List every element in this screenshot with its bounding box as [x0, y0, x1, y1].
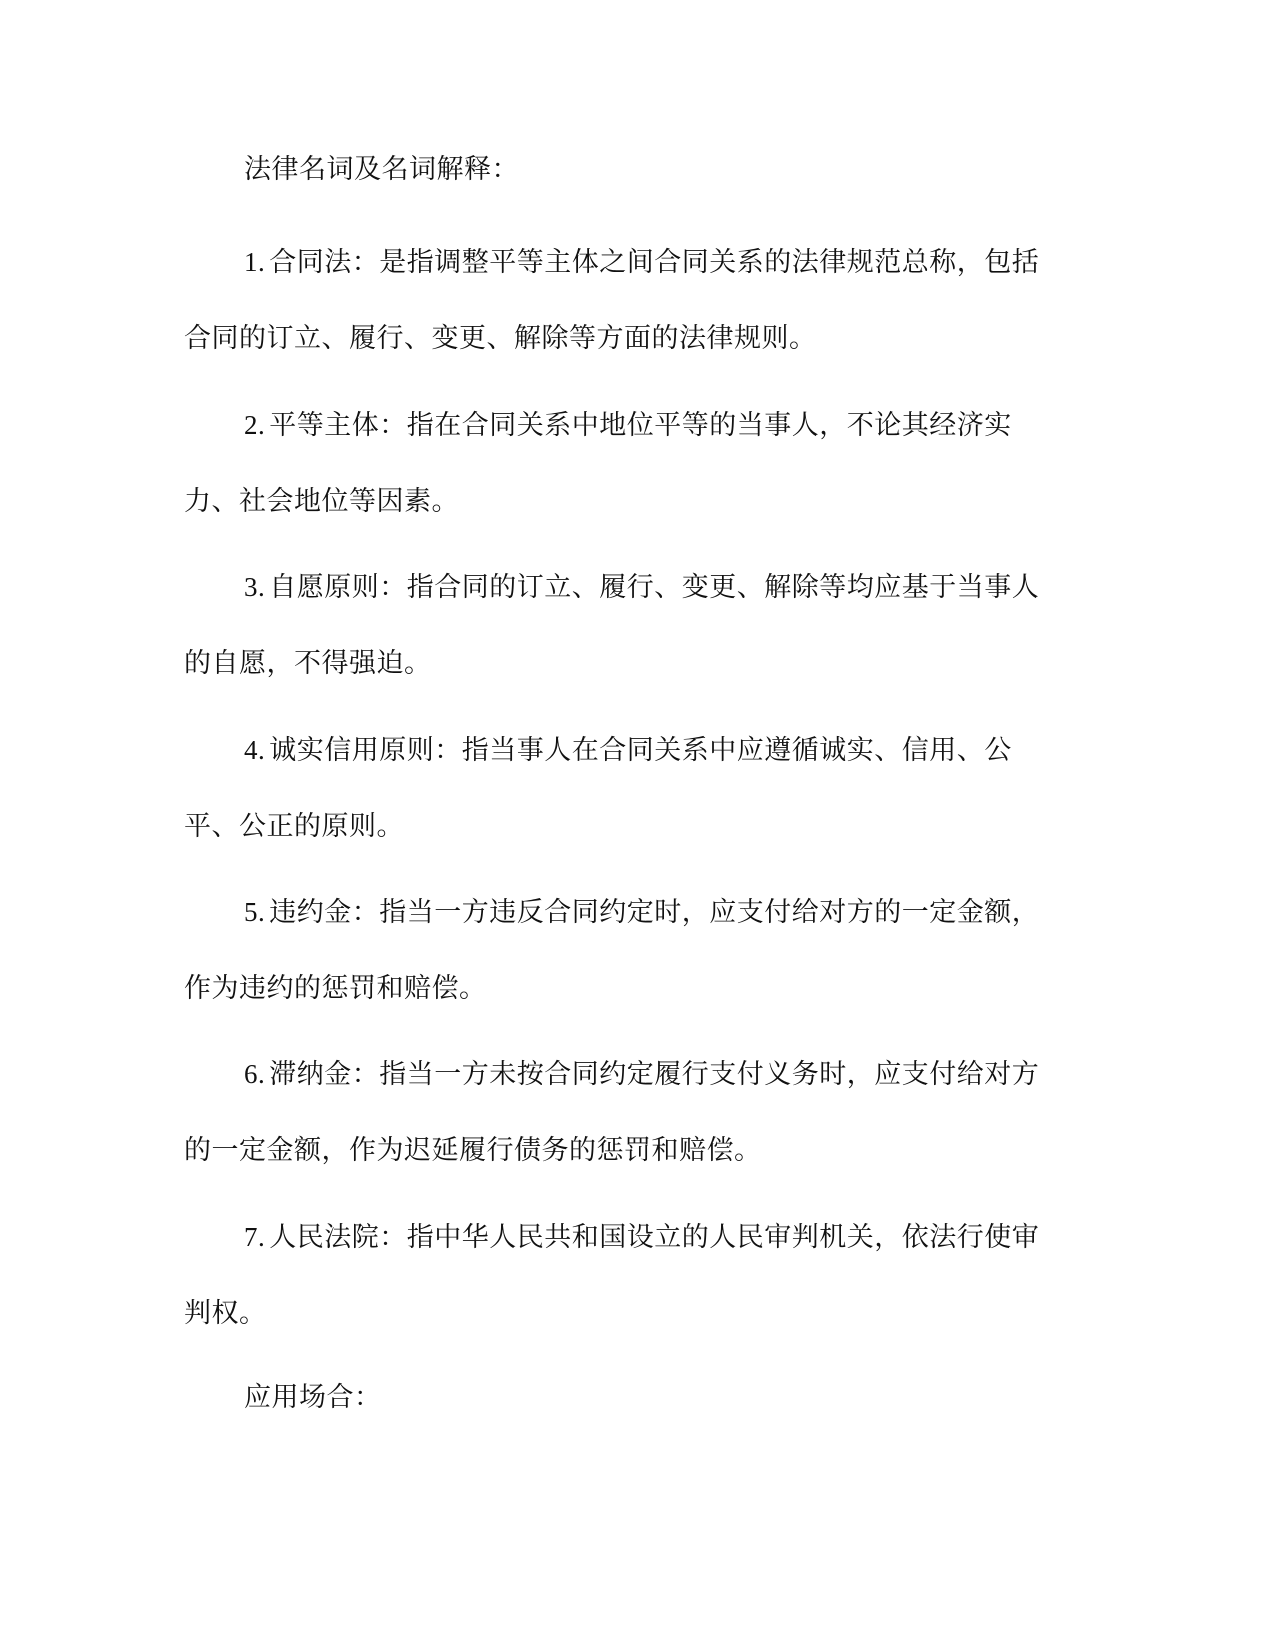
list-item-7 — [184, 1199, 1064, 1352]
item-number: 6. — [244, 1059, 266, 1089]
list-item-1 — [184, 224, 1064, 377]
item-text: 诚实信用原则：指当事人在合同关系中应遵循诚实、信用、公平、公正的原则。 — [184, 735, 1012, 842]
section-heading-terms: 法律名词及名词解释： — [244, 154, 519, 185]
section-heading-usage: 应用场合： — [244, 1382, 382, 1413]
item-text: 合同法：是指调整平等主体之间合同关系的法律规范总称，包括合同的订立、履行、变更、解除等方面的法律规则。 — [184, 247, 1040, 354]
item-text: 自愿原则：指合同的订立、履行、变更、解除等均应基于当事人的自愿，不得强迫。 — [184, 572, 1040, 679]
item-number: 3. — [244, 572, 266, 602]
list-item-2 — [184, 387, 1064, 540]
list-item-5 — [184, 874, 1064, 1027]
list-item-3 — [184, 549, 1064, 702]
item-text: 违约金：指当一方违反合同约定时，应支付给对方的一定金额，作为违约的惩罚和赔偿。 — [184, 897, 1040, 1004]
item-number: 7. — [244, 1222, 266, 1252]
item-number: 5. — [244, 897, 266, 927]
item-text: 人民法院：指中华人民共和国设立的人民审判机关，依法行使审判权。 — [184, 1222, 1040, 1329]
item-text: 滞纳金：指当一方未按合同约定履行支付义务时，应支付给对方的一定金额，作为迟延履行债务的惩罚和赔偿。 — [184, 1059, 1040, 1166]
item-text: 平等主体：指在合同关系中地位平等的当事人，不论其经济实力、社会地位等因素。 — [184, 410, 1012, 517]
list-item-6 — [184, 1036, 1064, 1189]
item-number: 4. — [244, 735, 266, 765]
item-number: 1. — [244, 247, 266, 277]
item-number: 2. — [244, 410, 266, 440]
list-item-4 — [184, 712, 1064, 865]
